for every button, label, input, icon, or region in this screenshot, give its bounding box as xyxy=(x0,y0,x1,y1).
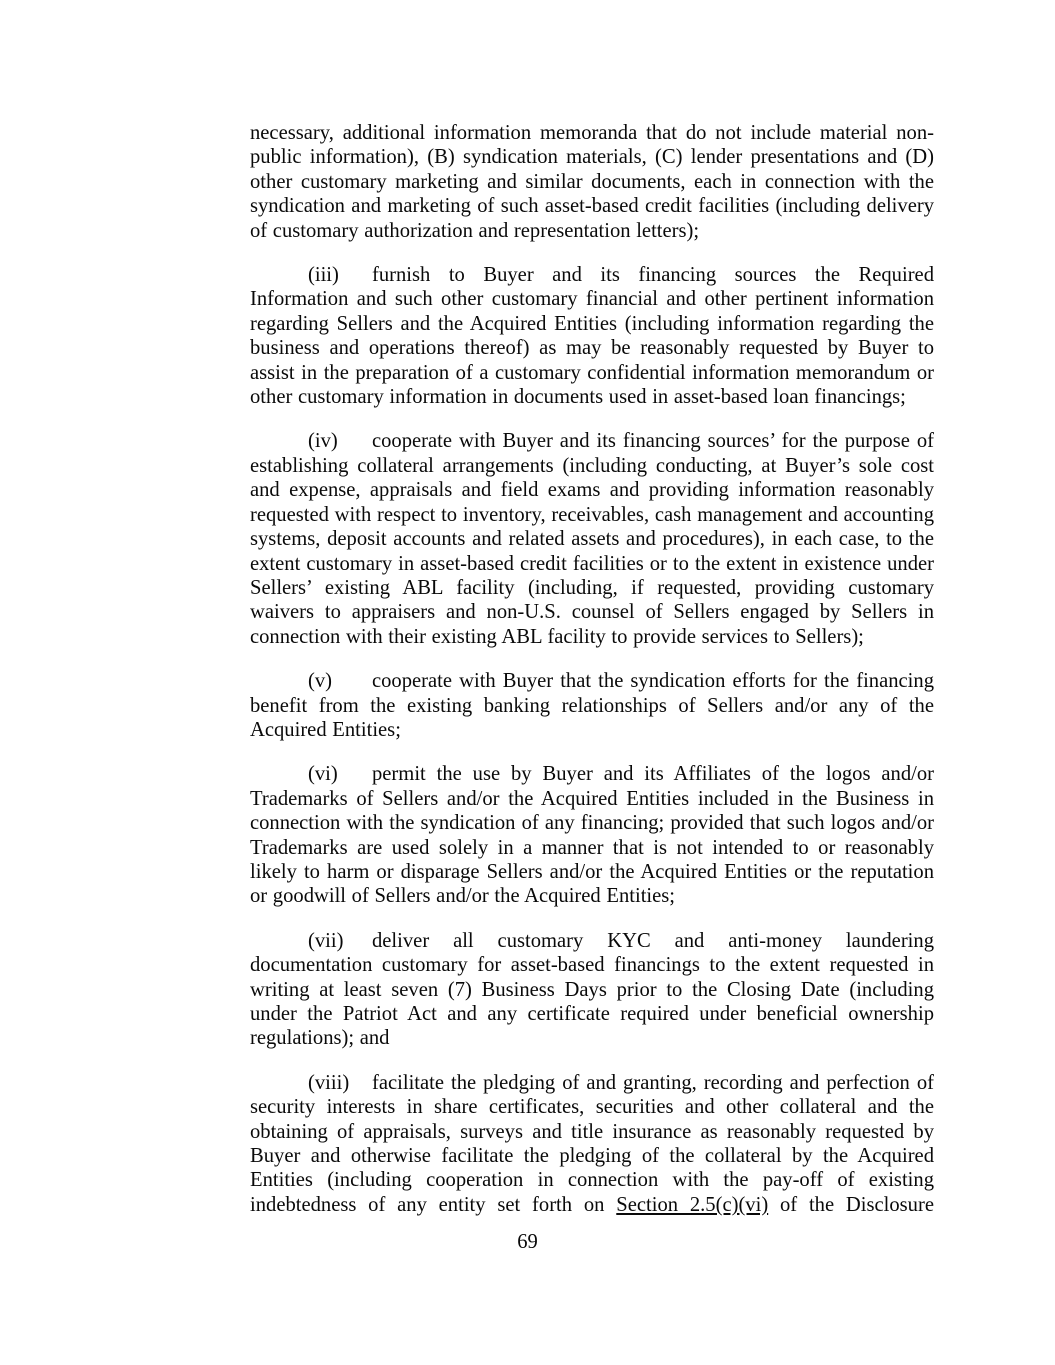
clause-iii xyxy=(250,263,934,409)
section-reference: Section 2.5(c)(vi) xyxy=(616,1193,769,1216)
clause-iv xyxy=(250,429,934,649)
clause-iv-label: (iv) xyxy=(308,430,338,453)
clause-v-text: cooperate with Buyer that the syndication efforts for the financing benefit from the existing banking relationships of Sellers and/or any of the Acquired Entities; xyxy=(250,670,934,741)
clause-viii-label: (viii) xyxy=(308,1071,350,1094)
clause-vii-label: (vii) xyxy=(308,929,344,952)
continuation-paragraph: necessary, additional information memoranda that do not include material non-public information), (B) syndication materials, (C) lender presentations and (D) other customary marketing and similar documents, each in connection with the syndication and marketing of such asset-based credit facilities (including delivery of customary authorization and representation letters); xyxy=(250,122,934,242)
clause-v-label: (v) xyxy=(308,670,333,693)
page-number: 69 xyxy=(517,1231,538,1253)
clause-vii-text: deliver all customary KYC and anti-money laundering documentation customary for asset-based financings to the extent requested in writing at least seven (7) Business Days prior to the Closing Date (including under the Patriot Act and any certificate required under beneficial ownership regulations); and xyxy=(250,929,934,1050)
document-body xyxy=(250,121,934,1237)
clause-vi xyxy=(250,762,934,908)
clause-vi-label: (vi) xyxy=(308,763,338,786)
clause-vi-text: permit the use by Buyer and its Affiliates of the logos and/or Trademarks of Sellers and/or the Acquired Entities included in the Business in connection with the syndication of any financing; provided that such logos and/or Trademarks are used solely in a manner that is not intended to or reasonably likely to harm or disparage Sellers and/or the Acquired Entities or the reputation or goodwill of Sellers and/or the Acquired Entities; xyxy=(250,763,934,908)
clause-iii-label: (iii) xyxy=(308,264,339,287)
clause-viii-text-before: facilitate the pledging of and granting, recording and perfection of security interests in share certificates, securities and other collateral and the obtaining of appraisals, surveys and title insurance as reasonably requested by Buyer and otherwise facilitate the pledging of the collateral by the Acquired Entities (including cooperation in connection with the pay-off of existing indebtedness of any entity set forth on xyxy=(250,1071,934,1216)
clause-viii xyxy=(250,1071,934,1217)
clause-iii-text: furnish to Buyer and its financing sources the Required Information and such other customary financial and other pertinent information regarding Sellers and the Acquired Entities (including information regarding the business and operations thereof) as may be reasonably requested by Buyer to assist in the preparation of a customary confidential information memorandum or other customary information in documents used in asset-based loan financings; xyxy=(250,264,934,409)
clause-v xyxy=(250,669,934,742)
clause-vii xyxy=(250,929,934,1051)
clause-viii-text-after: of the Disclosure xyxy=(768,1193,934,1216)
clause-iv-text: cooperate with Buyer and its financing sources’ for the purpose of establishing collateral arrangements (including conducting, at Buyer’s sole cost and expense, appraisals and field exams and providing information reasonably requested with respect to inventory, receivables, cash management and accounting systems, deposit accounts and related assets and procedures), in each case, to the extent customary in asset-based credit facilities or to the extent in existence under Sellers’ existing ABL facility (including, if requested, providing customary waivers to appraisers and non-U.S. counsel of Sellers engaged by Sellers in connection with their existing ABL facility to provide services to Sellers); xyxy=(250,430,934,648)
